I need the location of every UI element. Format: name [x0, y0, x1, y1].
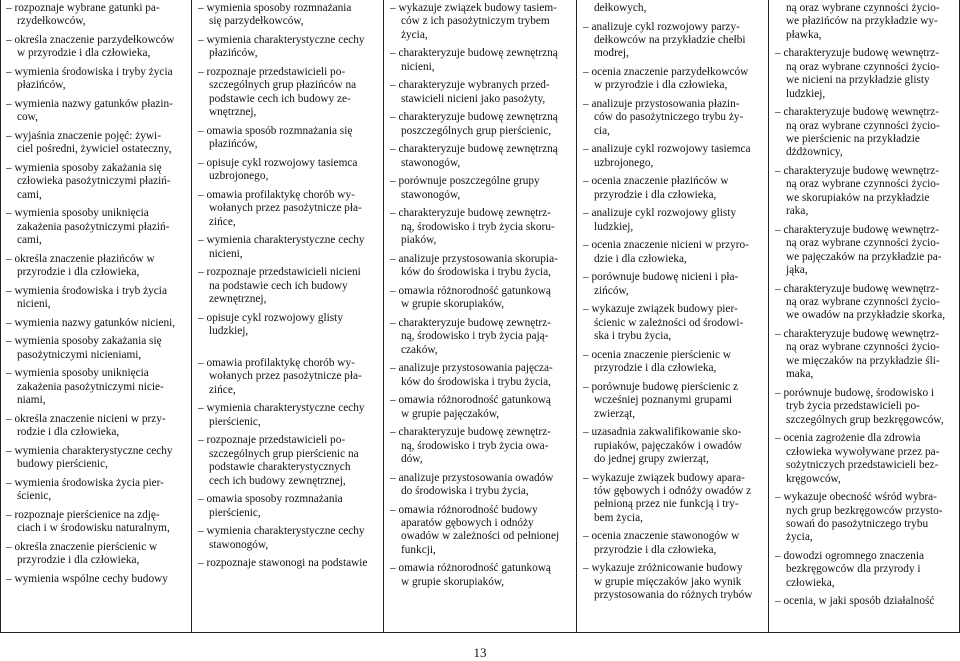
list-item: – wymienia sposoby uniknięcia zakażenia pasożytniczymi płaziń- cami,: [6, 207, 186, 247]
list-item: – porównuje budowę pierścienic z wcześniej poznanymi grupami zwierząt,: [583, 381, 763, 421]
list-item: – wymienia nazwy gatunków nicieni,: [6, 317, 186, 330]
list-item: – charakteryzuje budowę wewnętrz- ną oraz wybrane czynności życio- we pierścienic na przykładzie dżdżownicy,: [775, 106, 956, 160]
list-item: – ocenia znaczenie płazińców w przyrodzie i dla człowieka,: [583, 175, 763, 202]
list-item: – charakteryzuje budowę zewnętrz- ną, środowisko i tryb życia owa- dów,: [390, 426, 572, 466]
list-item: – wymienia wspólne cechy budowy: [6, 573, 186, 586]
page-number: 13: [473, 645, 487, 660]
list-item: – omawia różnorodność gatunkową w grupie pajęczaków,: [390, 394, 572, 421]
list-item: – omawia sposoby rozmnażania pierścienic,: [198, 493, 378, 520]
list-item: – charakteryzuje budowę zewnętrzną poszczególnych grup pierścienic,: [390, 111, 572, 138]
list-item: – rozpoznaje przedstawicieli po- szczególnych grup pierścienic na podstawie charakterystycznych cech ich budowy zewnętrznej,: [198, 434, 378, 488]
list-item: – charakteryzuje budowę wewnętrz- ną oraz wybrane czynności życio- we nicieni na przykładzie glisty ludzkiej,: [775, 47, 956, 101]
list-item: – wykazuje związek budowy apara- tów gębowych i odnóży owadów z pełnioną przez nie funkcją i try- bem życia,: [583, 472, 763, 526]
list-item: – omawia różnorodność gatunkową w grupie skorupiaków,: [390, 285, 572, 312]
list-item: – wymienia charakterystyczne cechy płazińców,: [198, 34, 378, 61]
column-4: [583, 2, 763, 608]
list-item: – wymienia charakterystyczne cechy pierścienic,: [198, 402, 378, 429]
list-item: – wymienia sposoby zakażania się człowieka pasożytniczymi płaziń- cami,: [6, 162, 186, 202]
list-item: – wykazuje zróżnicowanie budowy w grupie mięczaków jako wynik przystosowania do różnych trybów: [583, 562, 763, 602]
column-5: [775, 2, 956, 614]
list-item-continued: ną oraz wybrane czynności życio- we płazińców na przykładzie wy- pławka,: [786, 2, 940, 41]
list-item: – wykazuje związek budowy pier- ścienic w zależności od środowi- ska i trybu życia,: [583, 303, 763, 343]
list-item: – rozpoznaje przedstawicieli nicieni na podstawie cech ich budowy zewnętrznej,: [198, 266, 378, 306]
list-item: – charakteryzuje budowę wewnętrz- ną oraz wybrane czynności życio- we mięczaków na przykładzie śli- maka,: [775, 328, 956, 382]
list-item: – analizuje przystosowania pajęcza- ków do środowiska i trybu życia,: [390, 362, 572, 389]
list-item: – analizuje przystosowania owadów do środowiska i trybu życia,: [390, 472, 572, 499]
list-item: – analizuje cykl rozwojowy tasiemca uzbrojonego,: [583, 143, 763, 170]
column-1: [6, 2, 186, 591]
list-item: – wymienia środowiska i tryby życia płazińców,: [6, 66, 186, 93]
list-item: – charakteryzuje budowę wewnętrz- ną oraz wybrane czynności życio- we pajęczaków na przykładzie pa- jąka,: [775, 224, 956, 278]
table-border-left: [0, 0, 1, 632]
list-item: – charakteryzuje budowę wewnętrz- ną oraz wybrane czynności życio- we skorupiaków na przykładzie raka,: [775, 165, 956, 219]
list-item: – omawia różnorodność budowy aparatów gębowych i odnóży owadów w zależności od pełnionej funkcji,: [390, 504, 572, 558]
list-item: – porównuje poszczególne grupy stawonogów,: [390, 175, 572, 202]
column-divider: [576, 0, 577, 632]
list-item: – określa znaczenie pierścienic w przyrodzie i dla człowieka,: [6, 541, 186, 568]
list-item: – wymienia sposoby zakażania się pasożytniczymi nicieniami,: [6, 335, 186, 362]
list-item: – uzasadnia zakwalifikowanie sko- rupiaków, pajęczaków i owadów do jednej grupy zwierząt,: [583, 426, 763, 466]
list-item: – wykazuje związek budowy tasiem- ców z ich pasożytniczym trybem życia,: [390, 2, 572, 42]
list-item: – rozpoznaje pierścienice na zdję- ciach i w środowisku naturalnym,: [6, 509, 186, 536]
list-item: – omawia profilaktykę chorób wy- wołanych przez pasożytnicze pła- zińce,: [198, 357, 378, 397]
column-3: [390, 2, 572, 594]
list-item: – analizuje przystosowania skorupia- ków do środowiska i trybu życia,: [390, 253, 572, 280]
list-item: – analizuje cykl rozwojowy parzy- dełkowców na przykładzie chełbi modrej,: [583, 21, 763, 61]
list-item: – wymienia charakterystyczne cechy budowy pierścienic,: [6, 445, 186, 472]
list-item: – porównuje budowę nicieni i pła- zińców,: [583, 271, 763, 298]
list-item-continued: dełkowych,: [594, 2, 647, 14]
list-item: – analizuje cykl rozwojowy glisty ludzkiej,: [583, 207, 763, 234]
list-item: – rozpoznaje wybrane gatunki pa- rzydełkowców,: [6, 2, 186, 29]
list-item: – ocenia znaczenie nicieni w przyro- dzie i dla człowieka,: [583, 239, 763, 266]
list-item: – wykazuje obecność wśród wybra- nych grup bezkręgowców przysto- sowań do pasożytniczego trybu życia,: [775, 491, 956, 545]
list-item: – opisuje cykl rozwojowy glisty ludzkiej,: [198, 312, 378, 352]
list-item: – wymienia środowiska życia pier- ścienic,: [6, 477, 186, 504]
list-item: – charakteryzuje wybranych przed- stawicieli nicieni jako pasożyty,: [390, 79, 572, 106]
list-item: – wymienia charakterystyczne cechy stawonogów,: [198, 525, 378, 552]
list-item: – charakteryzuje budowę zewnętrz- ną, środowisko i tryb życia skoru- piaków,: [390, 207, 572, 247]
list-item: – charakteryzuje budowę zewnętrzną stawonogów,: [390, 143, 572, 170]
list-item: – opisuje cykl rozwojowy tasiemca uzbrojonego,: [198, 157, 378, 184]
list-item: – wyjaśnia znaczenie pojęć: żywi- ciel pośredni, żywiciel ostateczny,: [6, 130, 186, 157]
list-item: – wymienia sposoby rozmnażania się parzydełkowców,: [198, 2, 378, 29]
list-item: – wymienia charakterystyczne cechy nicieni,: [198, 234, 378, 261]
column-divider: [191, 0, 192, 632]
column-divider: [383, 0, 384, 632]
list-item: – określa znaczenie parzydełkowców w przyrodzie i dla człowieka,: [6, 34, 186, 61]
list-item: – charakteryzuje budowę zewnętrzną nicieni,: [390, 47, 572, 74]
list-item: – rozpoznaje przedstawicieli po- szczególnych grup płazińców na podstawie cech ich budowy ze- wnętrznej,: [198, 66, 378, 120]
list-item: – wymienia nazwy gatunków płazin- cow,: [6, 98, 186, 125]
list-item: – dowodzi ogromnego znaczenia bezkręgowców dla przyrody i człowieka,: [775, 550, 956, 590]
list-item: – wymienia sposoby uniknięcia zakażenia pasożytniczymi nicie- niami,: [6, 367, 186, 407]
list-item: – ocenia zagrożenie dla zdrowia człowieka wywoływane przez pa- sożytniczych przedstawicieli bez- kręgowców,: [775, 432, 956, 486]
list-item: – ocenia znaczenie stawonogów w przyrodzie i dla człowieka,: [583, 530, 763, 557]
list-item: – ocenia znaczenie parzydełkowców w przyrodzie i dla człowieka,: [583, 66, 763, 93]
list-item: – omawia profilaktykę chorób wy- wołanych przez pasożytnicze pła- zińce,: [198, 189, 378, 229]
list-item: – określa znaczenie płazińców w przyrodzie i dla człowieka,: [6, 253, 186, 280]
list-item: – określa znaczenie nicieni w przy- rodzie i dla człowieka,: [6, 413, 186, 440]
column-2: [198, 2, 378, 576]
list-item: – rozpoznaje stawonogi na podstawie: [198, 557, 378, 570]
list-item: – ocenia znaczenie pierścienic w przyrodzie i dla człowieka,: [583, 349, 763, 376]
list-item: – ocenia, w jaki sposób działalność: [775, 595, 956, 608]
list-item: – omawia sposób rozmnażania się płazińców,: [198, 125, 378, 152]
list-item: – wymienia środowiska i tryb życia nicieni,: [6, 285, 186, 312]
list-item: – porównuje budowę, środowisko i tryb życia przedstawicieli po- szczególnych grup bezkręgowców,: [775, 387, 956, 427]
column-divider: [768, 0, 769, 632]
list-item: – charakteryzuje budowę zewnętrz- ną, środowisko i tryb życia pają- czaków,: [390, 317, 572, 357]
list-item: – analizuje przystosowania płazin- ców do pasożytniczego trybu ży- cia,: [583, 98, 763, 138]
table-border-bottom: [0, 632, 960, 633]
list-item: – charakteryzuje budowę wewnętrz- ną oraz wybrane czynności życio- we owadów na przykładzie skorka,: [775, 283, 956, 323]
list-item: – omawia różnorodność gatunkową w grupie skorupiaków,: [390, 562, 572, 589]
